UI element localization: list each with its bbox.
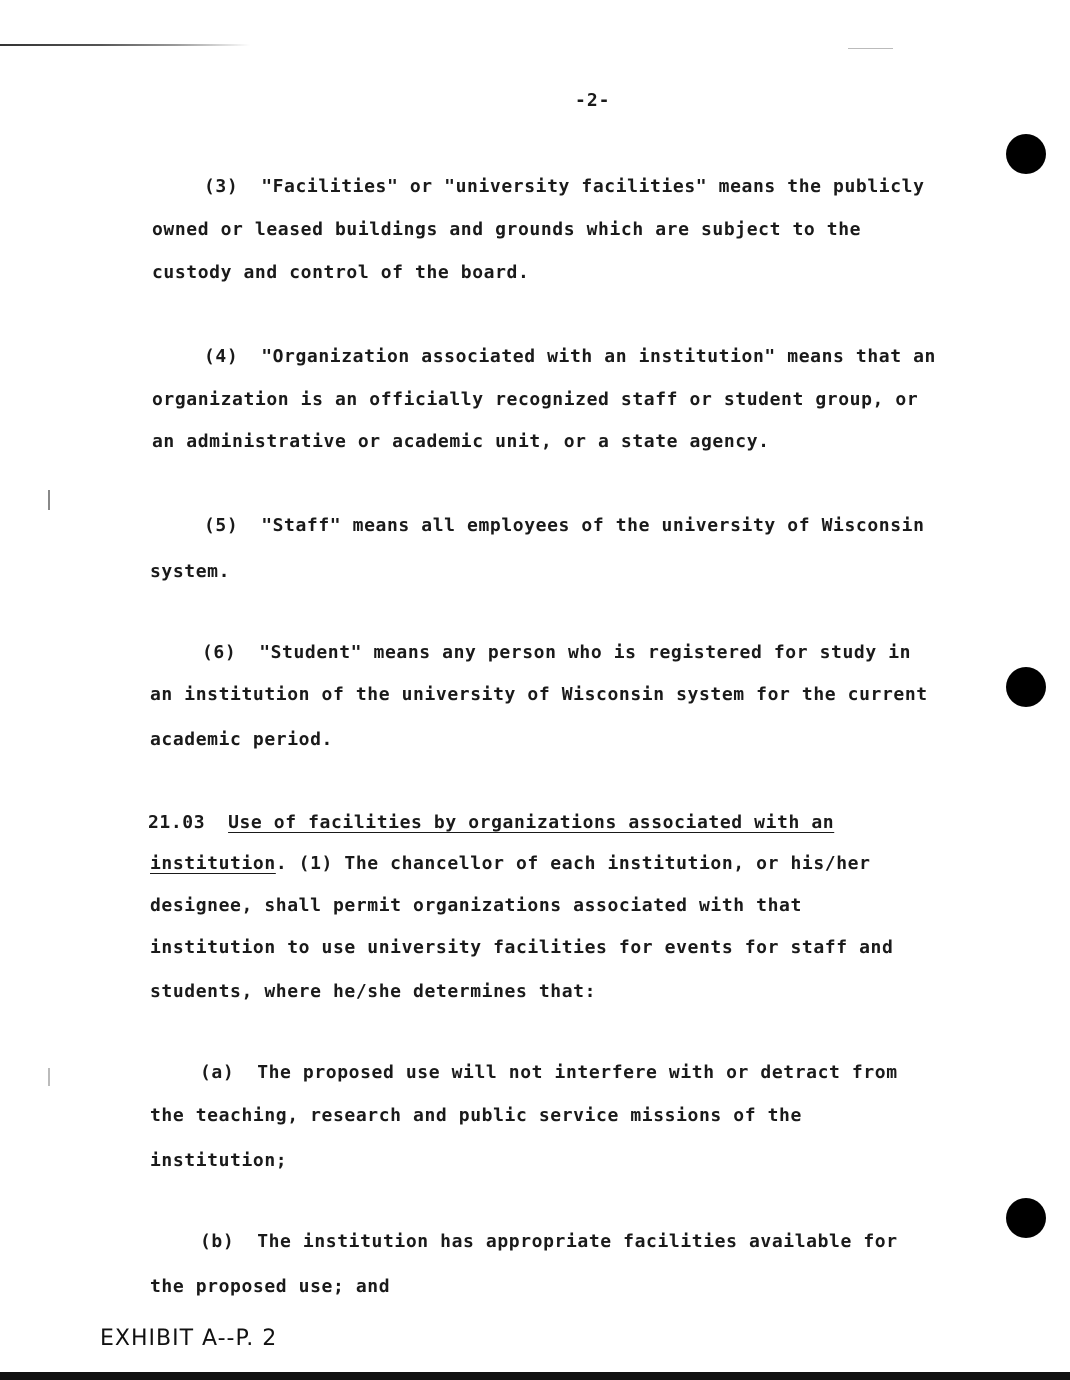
section-number: 21.03 <box>148 812 206 833</box>
paragraph-a-text: The proposed use will not interfere with or detract from <box>257 1062 898 1083</box>
paragraph-6-line-2: an institution of the university of Wisconsin system for the current <box>150 684 928 705</box>
paragraph-a-line-2: the teaching, research and public service missions of the <box>150 1105 802 1126</box>
paragraph-4-line-3: an administrative or academic unit, or a state agency. <box>152 431 770 452</box>
paragraph-b-number: (b) <box>200 1231 235 1252</box>
paragraph-3-text: "Facilities" or "university facilities" means the publicly <box>261 176 925 197</box>
paragraph-5-line-1 <box>204 515 925 536</box>
scan-artifact-line <box>0 44 250 46</box>
punch-hole <box>1006 667 1046 707</box>
paragraph-5-number: (5) <box>204 515 239 536</box>
paragraph-6-number: (6) <box>202 642 237 663</box>
section-heading: Use of facilities by organizations associated with an <box>228 812 835 833</box>
paragraph-6-line-1 <box>202 642 911 663</box>
page-number: -2- <box>575 90 611 111</box>
paragraph-6-line-3: academic period. <box>150 729 333 750</box>
section-21-03-line-1 <box>148 812 834 833</box>
paragraph-a-line-1 <box>200 1062 898 1083</box>
paragraph-4-text: "Organization associated with an institution" means that an <box>261 346 936 367</box>
paragraph-3-number: (3) <box>204 176 239 197</box>
paragraph-b-line-2: the proposed use; and <box>150 1276 391 1297</box>
paragraph-b-line-1 <box>200 1231 898 1252</box>
section-21-03-line-4: institution to use university facilities for events for staff and <box>150 937 894 958</box>
paragraph-3-line-2: owned or leased buildings and grounds which are subject to the <box>152 219 862 240</box>
paragraph-5-line-2: system. <box>150 561 231 582</box>
paragraph-a-number: (a) <box>200 1062 235 1083</box>
paragraph-3-line-1 <box>204 176 925 197</box>
scan-artifact-mark <box>48 1068 50 1086</box>
section-21-03-text: . (1) The chancellor of each institution, or his/her <box>275 853 871 874</box>
scan-artifact-line <box>848 48 893 49</box>
exhibit-footer: EXHIBIT A--P. 2 <box>100 1326 278 1351</box>
paragraph-5-text: "Staff" means all employees of the university of Wisconsin <box>261 515 925 536</box>
paragraph-4-number: (4) <box>204 346 239 367</box>
paragraph-4-line-1 <box>204 346 936 367</box>
paragraph-a-line-3: institution; <box>150 1150 288 1171</box>
paragraph-4-line-2: organization is an officially recognized staff or student group, or <box>152 389 919 410</box>
punch-hole <box>1006 134 1046 174</box>
section-21-03-line-5: students, where he/she determines that: <box>150 981 597 1002</box>
section-21-03-line-3: designee, shall permit organizations associated with that <box>150 895 802 916</box>
scan-bottom-edge <box>0 1372 1070 1380</box>
scan-artifact-mark <box>48 490 50 510</box>
paragraph-6-text: "Student" means any person who is registered for study in <box>259 642 912 663</box>
section-21-03-line-2 <box>150 853 871 874</box>
paragraph-3-line-3: custody and control of the board. <box>152 262 530 283</box>
punch-hole <box>1006 1198 1046 1238</box>
section-heading-continued: institution <box>150 853 276 874</box>
paragraph-b-text: The institution has appropriate facilities available for <box>257 1231 898 1252</box>
